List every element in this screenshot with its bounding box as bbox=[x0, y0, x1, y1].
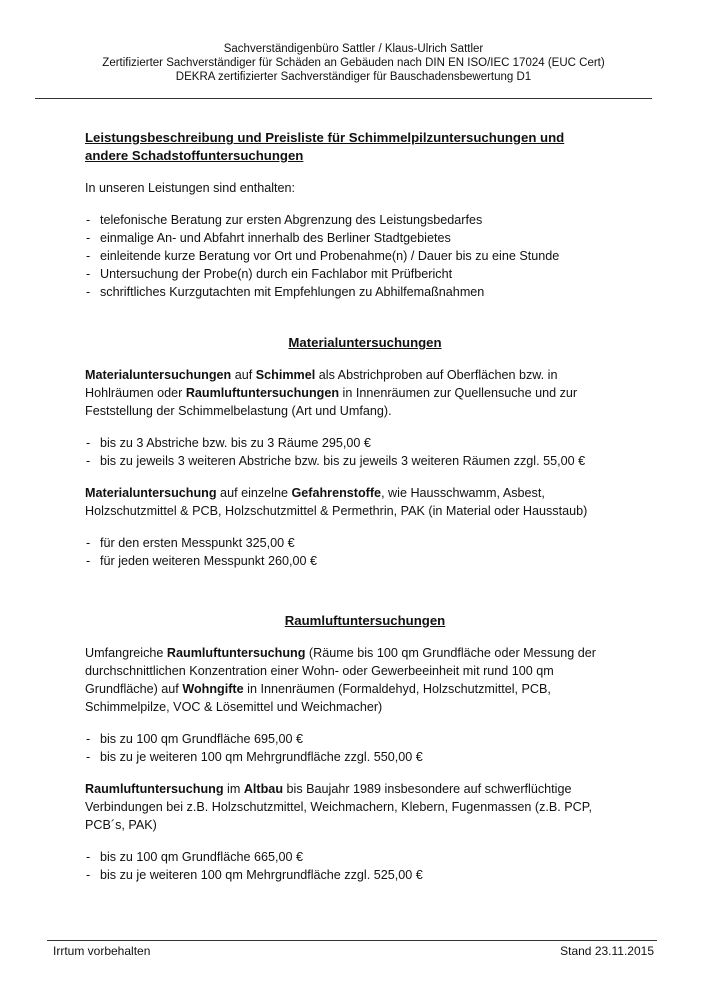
document-title-line-1: Leistungsbeschreibung und Preisliste für Schimmelpilzuntersuchungen und bbox=[85, 130, 565, 145]
air-comprehensive-price-list bbox=[85, 730, 645, 766]
list-item: - bis zu je weiteren 100 qm Mehrgrundfläche zzgl. 550,00 € bbox=[85, 748, 645, 766]
material-hazard-price-list bbox=[85, 534, 645, 570]
included-services-list bbox=[85, 211, 645, 301]
letterhead-line-1: Sachverständigenbüro Sattler / Klaus-Ulrich Sattler bbox=[223, 43, 484, 55]
list-item: - für den ersten Messpunkt 325,00 € bbox=[85, 534, 645, 552]
footer-disclaimer: Irrtum vorbehalten bbox=[53, 944, 151, 958]
list-item: - schriftliches Kurzgutachten mit Empfehlungen zu Abhilfemaßnahmen bbox=[85, 283, 645, 301]
list-item: - bis zu 100 qm Grundfläche 665,00 € bbox=[85, 848, 645, 866]
material-mold-price-list bbox=[85, 434, 645, 470]
list-item: - bis zu jeweils 3 weiteren Abstriche bzw. bis zu jeweils 3 weiteren Räumen zzgl. 55,00 € bbox=[85, 452, 645, 470]
list-item: - bis zu je weiteren 100 qm Mehrgrundfläche zzgl. 525,00 € bbox=[85, 866, 645, 884]
list-item: - bis zu 100 qm Grundfläche 695,00 € bbox=[85, 730, 645, 748]
list-item: - einleitende kurze Beratung vor Ort und Probenahme(n) / Dauer bis zu eine Stunde bbox=[85, 247, 645, 265]
letterhead bbox=[30, 42, 677, 84]
list-item: - bis zu 3 Abstriche bzw. bis zu 3 Räume 295,00 € bbox=[85, 434, 645, 452]
letterhead-line-3: DEKRA zertifizierter Sachverständiger für Bauschadensbewertung D1 bbox=[175, 71, 532, 83]
header-divider bbox=[35, 98, 652, 99]
air-old-building-paragraph: Raumluftuntersuchung im Altbau bis Baujahr 1989 insbesondere auf schwerflüchtige Verbindungen bei z.B. Holzschutzmittel, Weichmachern, Klebern, Fugenmassen (z.B. PCP, PCB´s, PAK) bbox=[85, 782, 593, 832]
letterhead-line-2: Zertifizierter Sachverständiger für Schäden an Gebäuden nach DIN EN ISO/IEC 17024 (EUC Cert) bbox=[102, 57, 605, 69]
list-item: - Untersuchung der Probe(n) durch ein Fachlabor mit Prüfbericht bbox=[85, 265, 645, 283]
list-item: - für jeden weiteren Messpunkt 260,00 € bbox=[85, 552, 645, 570]
list-item: - einmalige An- und Abfahrt innerhalb des Berliner Stadtgebietes bbox=[85, 229, 645, 247]
footer-divider bbox=[47, 940, 657, 941]
air-comprehensive-paragraph: Umfangreiche Raumluftuntersuchung (Räume bis 100 qm Grundfläche oder Messung der durchschnittlichen Konzentration einer Wohn- oder Gewerbeeinheit mit rund 100 qm Grundfläche) auf Wohngifte in Innenräumen (Formaldehyd, Holzschutzmittel, PCB, Schimmelpilze, VOC & Lösemittel und Weichmacher) bbox=[85, 646, 596, 714]
document-title bbox=[85, 129, 645, 165]
intro-text: In unseren Leistungen sind enthalten: bbox=[85, 181, 296, 195]
footer-date: Stand 23.11.2015 bbox=[560, 944, 654, 958]
section-heading-air: Raumluftuntersuchungen bbox=[284, 613, 446, 628]
material-mold-paragraph: Materialuntersuchungen auf Schimmel als Abstrichproben auf Oberflächen bzw. in Hohlräumen oder Raumluftuntersuchungen in Innenräumen zur Quellensuche und zur Feststellung der Schimmelbelastung (Art und Umfang). bbox=[85, 368, 578, 418]
air-old-building-price-list bbox=[85, 848, 645, 884]
section-heading-material: Materialuntersuchungen bbox=[288, 335, 442, 350]
material-hazard-paragraph: Materialuntersuchung auf einzelne Gefahrenstoffe, wie Hausschwamm, Asbest, Holzschutzmittel & PCB, Holzschutzmittel & Permethrin, PAK (in Material oder Hausstaub) bbox=[85, 486, 588, 518]
list-item: - telefonische Beratung zur ersten Abgrenzung des Leistungsbedarfes bbox=[85, 211, 645, 229]
document-body bbox=[85, 129, 645, 884]
document-title-line-2: andere Schadstoffuntersuchungen bbox=[85, 148, 304, 163]
